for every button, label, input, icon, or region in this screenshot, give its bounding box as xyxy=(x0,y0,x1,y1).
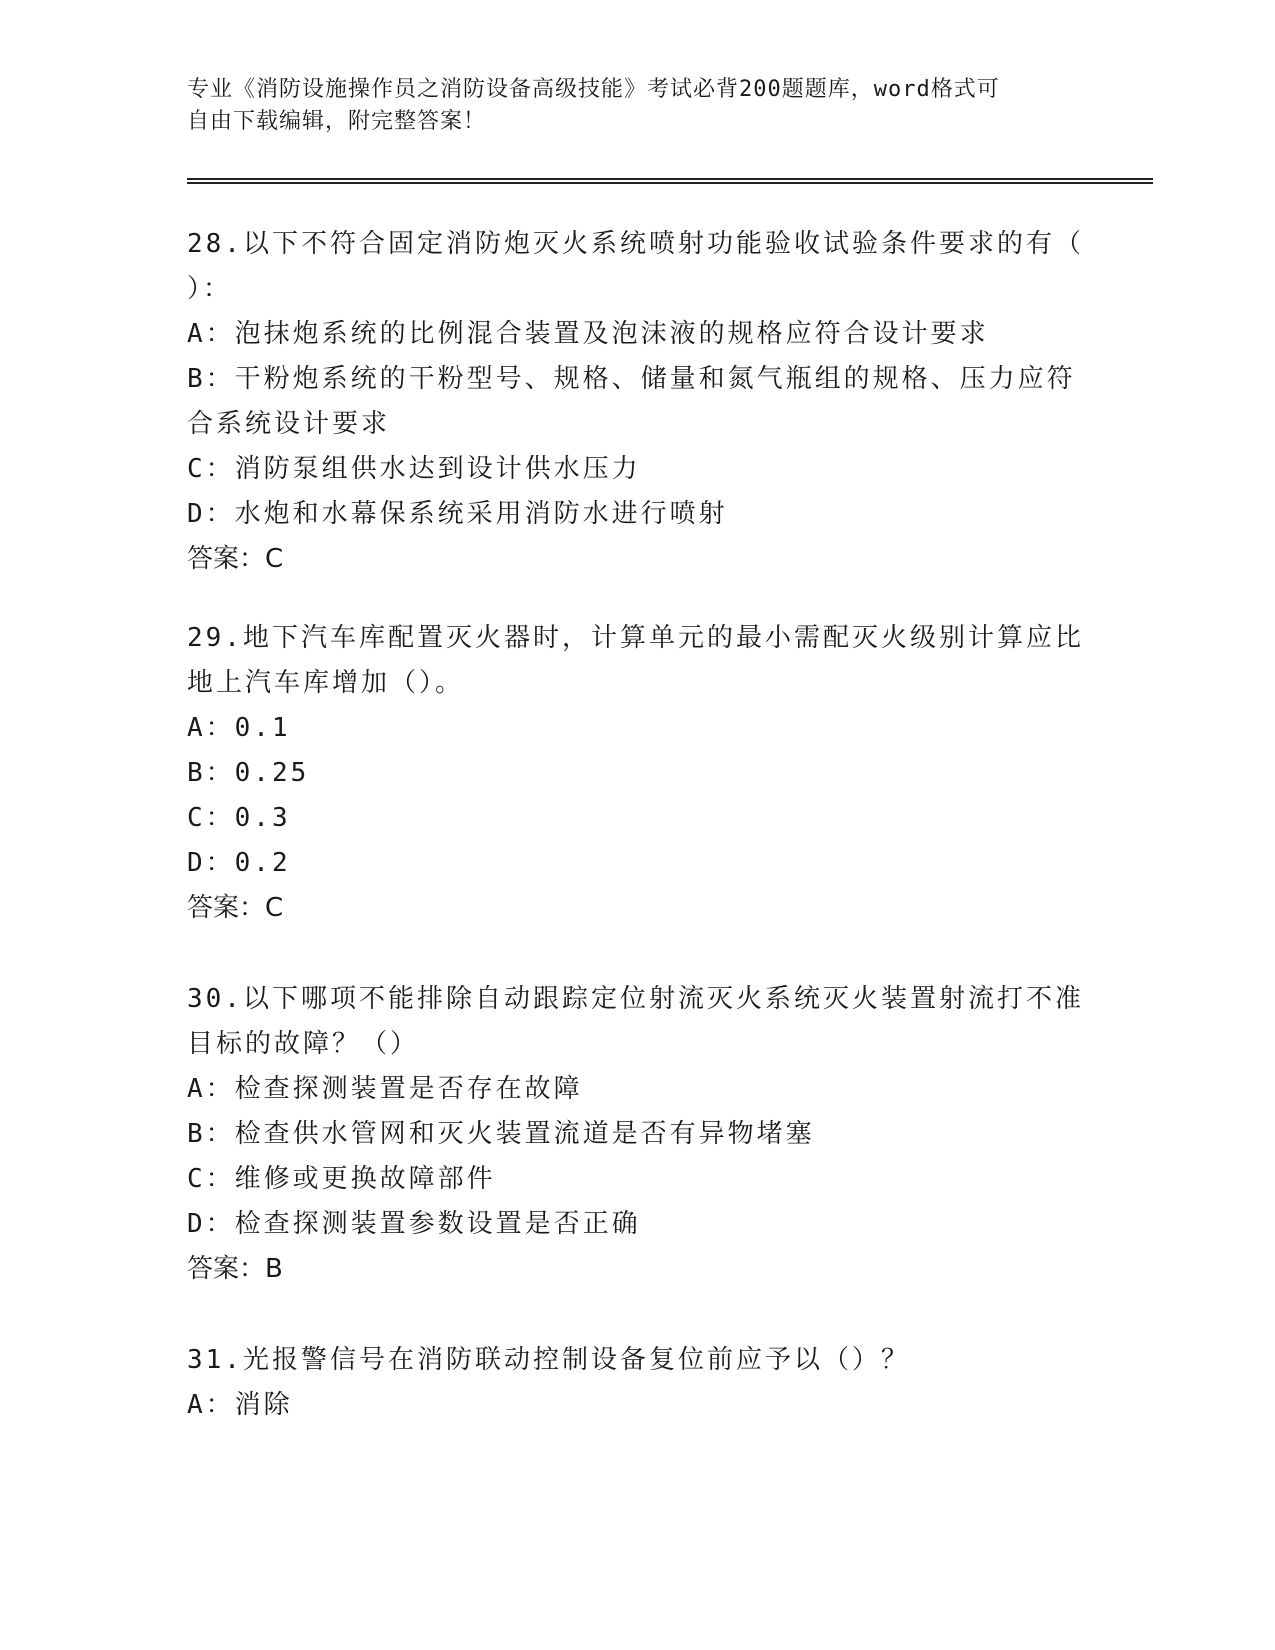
option-a: A：0.1 xyxy=(187,713,291,743)
question-31 xyxy=(187,1338,1087,1428)
question-stem-line: 30.以下哪项不能排除自动跟踪定位射流灭火系统灭火装置射流打不准 xyxy=(187,984,1084,1014)
question-30 xyxy=(187,977,1087,1292)
answer: 答案：C xyxy=(187,893,284,923)
option-c: C：0.3 xyxy=(187,803,291,833)
question-29 xyxy=(187,616,1087,931)
question-stem-line: 29.地下汽车库配置灭火器时，计算单元的最小需配灭火级别计算应比 xyxy=(187,623,1084,653)
answer: 答案：C xyxy=(187,544,284,574)
option-c: C：消防泵组供水达到设计供水压力 xyxy=(187,454,641,484)
option-a: A：泡抹炮系统的比例混合装置及泡沫液的规格应符合设计要求 xyxy=(187,319,989,349)
option-c: C：维修或更换故障部件 xyxy=(187,1164,496,1194)
option-a: A：消除 xyxy=(187,1390,293,1420)
option-b: B：检查供水管网和灭火装置流道是否有异物堵塞 xyxy=(187,1119,815,1149)
option-d: D：0.2 xyxy=(187,848,291,878)
header-double-rule xyxy=(187,178,1153,184)
question-stem-line: 28.以下不符合固定消防炮灭火系统喷射功能验收试验条件要求的有（ xyxy=(187,229,1084,259)
option-b-continued: 合系统设计要求 xyxy=(187,409,391,439)
header-line-1: 专业《消防设施操作员之消防设备高级技能》考试必背200题题库，word格式可 xyxy=(187,77,1000,102)
answer: 答案：B xyxy=(187,1254,283,1284)
question-stem-line: 目标的故障？（） xyxy=(187,1029,420,1059)
option-b: B：0.25 xyxy=(187,758,310,788)
option-b: B：干粉炮系统的干粉型号、规格、储量和氮气瓶组的规格、压力应符 xyxy=(187,364,1076,394)
question-stem-line: ）： xyxy=(187,274,233,304)
question-28 xyxy=(187,222,1087,582)
question-stem-line: 31.光报警信号在消防联动控制设备复位前应予以（）？ xyxy=(187,1345,910,1375)
question-stem-line: 地上汽车库增加（）。 xyxy=(187,668,465,698)
option-a: A：检查探测装置是否存在故障 xyxy=(187,1074,583,1104)
document-header xyxy=(187,74,1087,138)
option-d: D：检查探测装置参数设置是否正确 xyxy=(187,1209,641,1239)
option-d: D：水炮和水幕保系统采用消防水进行喷射 xyxy=(187,499,728,529)
header-line-2: 自由下载编辑，附完整答案！ xyxy=(187,109,487,134)
